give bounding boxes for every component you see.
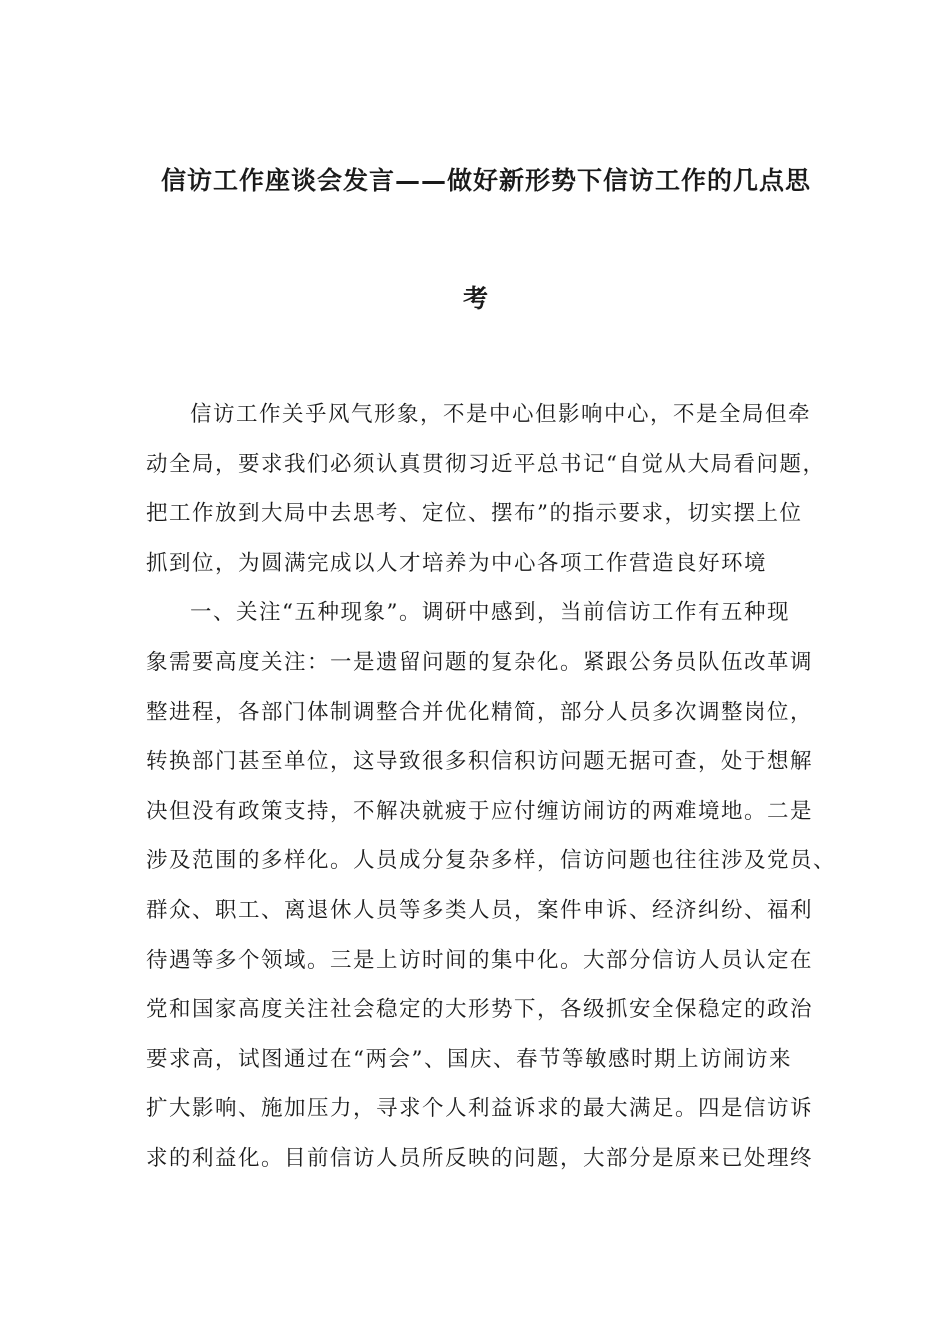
paragraph-1-line-2: 动全局，要求我们必须认真贯彻习近平总书记“自觉从大局看问题， (146, 451, 826, 477)
paragraph-2-line-9: 党和国家高度关注社会稳定的大形势下，各级抓安全保稳定的政治 (146, 997, 814, 1023)
document-title-line-2: 考 (462, 284, 489, 313)
paragraph-2-line-11: 扩大影响、施加压力，寻求个人利益诉求的最大满足。四是信访诉 (146, 1096, 814, 1122)
paragraph-2-line-8: 待遇等多个领域。三是上访时间的集中化。大部分信访人员认定在 (146, 947, 814, 973)
paragraph-2-line-3: 整进程，各部门体制调整合并优化精简，部分人员多次调整岗位， (146, 699, 814, 725)
paragraph-2-line-6: 涉及范围的多样化。人员成分复杂多样，信访问题也往往涉及党员、 (146, 848, 837, 874)
document-title-line-1: 信访工作座谈会发言——做好新形势下信访工作的几点思 (160, 166, 811, 195)
document-body (146, 398, 836, 1192)
paragraph-2-line-7: 群众、职工、离退休人员等多类人员，案件申诉、经济纠纷、福利 (146, 897, 814, 923)
paragraph-2-line-12: 求的利益化。目前信访人员所反映的问题，大部分是原来已处理终 (146, 1145, 814, 1171)
paragraph-1-line-3: 把工作放到大局中去思考、定位、摆布”的指示要求，切实摆上位 (146, 501, 803, 527)
paragraph-1-line-4: 抓到位，为圆满完成以人才培养为中心各项工作营造良好环境 (146, 550, 768, 576)
paragraph-2-line-5: 决但没有政策支持，不解决就疲于应付缠访闹访的两难境地。二是 (146, 798, 814, 824)
paragraph-1-line-1: 信访工作关乎风气形象，不是中心但影响中心，不是全局但牵 (190, 402, 812, 427)
paragraph-2-line-10: 要求高，试图通过在“两会”、国庆、春节等敏感时期上访闹访来 (146, 1046, 792, 1072)
paragraph-2-line-4: 转换部门甚至单位，这导致很多积信积访问题无据可查，处于想解 (146, 749, 814, 775)
paragraph-2-line-1: 一、关注“五种现象”。调研中感到，当前信访工作有五种现 (190, 600, 790, 626)
paragraph-2-line-2: 象需要高度关注：一是遗留问题的复杂化。紧跟公务员队伍改革调 (146, 649, 814, 675)
